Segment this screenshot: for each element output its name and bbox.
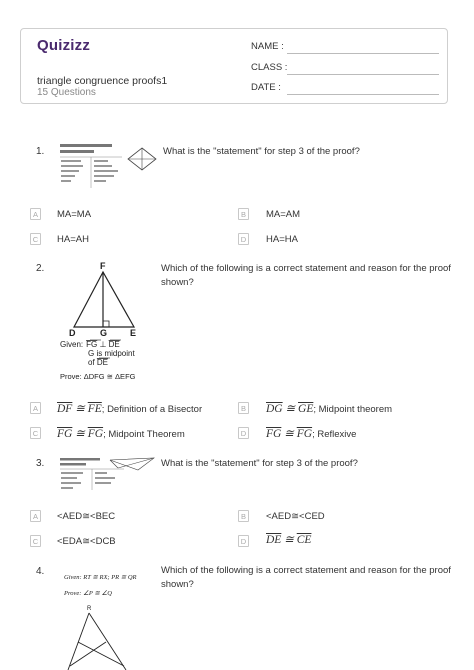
- date-line: [287, 94, 439, 95]
- question-text: What is the "statement" for step 3 of the proof?: [163, 146, 360, 157]
- question-text: Which of the following is a correct statement and reason for the proof shown?: [161, 263, 451, 288]
- option-a-box[interactable]: A: [30, 402, 41, 414]
- option-c-text[interactable]: <EDA≅<DCB: [57, 536, 116, 547]
- name-label: NAME :: [251, 41, 284, 52]
- option-d-box[interactable]: D: [238, 535, 249, 547]
- option-b-text[interactable]: <AED≅<CED: [266, 511, 325, 522]
- worksheet-header: [20, 28, 448, 104]
- question-text: What is the "statement" for step 3 of the proof?: [161, 458, 358, 469]
- option-d-text[interactable]: $\overline{FG}$ ≅ $\overline{FG}$; Reflexive: [266, 428, 357, 440]
- question-number: 4.: [36, 566, 45, 577]
- question-number: 3.: [36, 458, 45, 469]
- given-line-2: G is midpoint: [88, 349, 135, 358]
- proof-thumbnail-3: [58, 456, 156, 492]
- given-line: Given: RT ≅ RX; PR ≅ QR: [64, 574, 137, 581]
- vertex-label-g: G: [100, 328, 108, 338]
- triangle-figure-2: [60, 258, 156, 388]
- prove-line: Prove: ∠P ≅ ∠Q: [64, 590, 112, 597]
- option-c-text[interactable]: HA=AH: [57, 234, 89, 245]
- question-number: 2.: [36, 263, 45, 274]
- class-label: CLASS :: [251, 62, 288, 73]
- option-c-box[interactable]: C: [30, 535, 41, 547]
- option-d-text[interactable]: HA=HA: [266, 234, 298, 245]
- option-b-text[interactable]: MA=AM: [266, 209, 301, 220]
- option-a-text[interactable]: <AED≅<BEC: [57, 511, 116, 522]
- option-a-text[interactable]: $\overline{DF}$ ≅ $\overline{FE}$; Definition of a Bisector: [57, 403, 203, 415]
- option-a-text[interactable]: MA=MA: [57, 209, 92, 220]
- triangle-figure-4: [58, 566, 162, 670]
- proof-thumbnail-1: [58, 142, 158, 190]
- option-b-box[interactable]: B: [238, 402, 249, 414]
- given-line-3: of DE: [88, 358, 109, 367]
- quizizz-logo: Quizizz: [37, 37, 91, 54]
- option-c-box[interactable]: C: [30, 233, 41, 245]
- option-c-box[interactable]: C: [30, 427, 41, 439]
- option-d-text[interactable]: $\overline{DE}$ ≅ $\overline{CE}$: [266, 534, 312, 546]
- question-text: Which of the following is a correct statement and reason for the proof shown?: [161, 565, 451, 590]
- class-line: [287, 74, 439, 75]
- option-d-box[interactable]: D: [238, 427, 249, 439]
- option-a-box[interactable]: A: [30, 510, 41, 522]
- vertex-label-d: D: [69, 328, 76, 338]
- option-a-box[interactable]: A: [30, 208, 41, 220]
- given-line-1: Given: FG ⊥ DE: [60, 340, 120, 349]
- prove-line: Prove: ΔDFG ≅ ΔEFG: [60, 372, 136, 381]
- vertex-label-e: E: [130, 328, 137, 338]
- vertex-label-f: F: [100, 261, 106, 271]
- option-c-text[interactable]: $\overline{FG}$ ≅ $\overline{FG}$; Midpoint Theorem: [57, 428, 185, 440]
- name-line: [287, 53, 439, 54]
- question-number: 1.: [36, 146, 45, 157]
- worksheet-title: triangle congruence proofs1: [37, 75, 168, 87]
- question-count: 15 Questions: [37, 87, 96, 98]
- vertex-label-r: R: [87, 606, 92, 612]
- date-label: DATE :: [251, 82, 281, 93]
- option-b-text[interactable]: $\overline{DG}$ ≅ $\overline{GE}$; Midpoint theorem: [266, 403, 393, 415]
- option-b-box[interactable]: B: [238, 510, 249, 522]
- option-b-box[interactable]: B: [238, 208, 249, 220]
- option-d-box[interactable]: D: [238, 233, 249, 245]
